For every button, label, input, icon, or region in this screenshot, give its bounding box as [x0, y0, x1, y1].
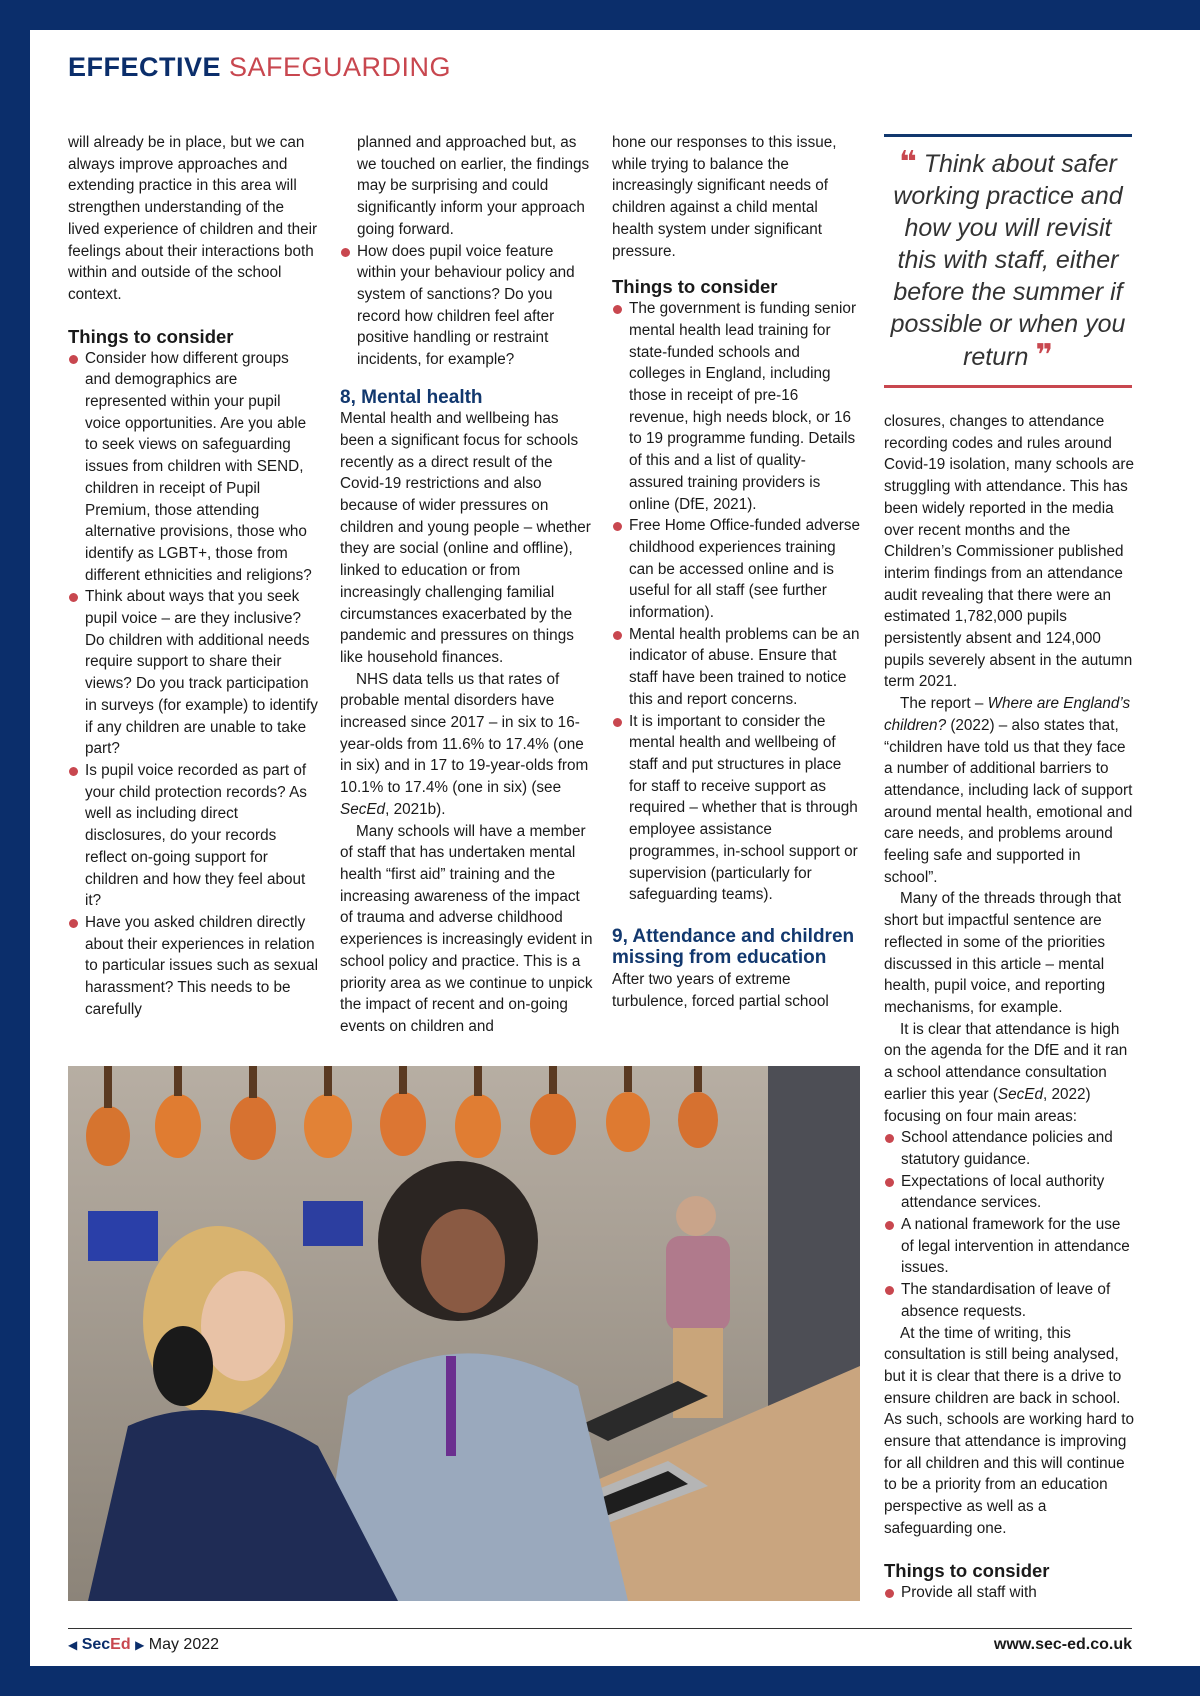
- attendance-heading: 9, Attendance and children missing from education: [612, 925, 855, 969]
- classroom-photo: [68, 1066, 860, 1601]
- brand-ed: Ed: [110, 1636, 131, 1653]
- monitor: [88, 1211, 158, 1261]
- classroom-illustration: [68, 1066, 860, 1601]
- student-background: [676, 1196, 716, 1236]
- col3-bullet-list: [612, 298, 860, 906]
- close-quote-icon: ❞: [1035, 339, 1053, 372]
- col4-para-5: At the time of writing, this consultation is still being analysed, but it is clear that there is a drive to ensure children are back in school. As such, schools are working hard to ensure that attendance is improving for all children and this will continue to be a priority from an education perspective as well as a safeguarding one.: [884, 1324, 1134, 1537]
- col3-para-1: After two years of extreme turbulence, forced partial school: [612, 970, 829, 1010]
- monitor: [303, 1201, 363, 1246]
- col1-bullet-2: Think about ways that you seek pupil voice – are they inclusive? Do children with additional needs require support to share their views? Do you track participation in surveys (for example) to identify if any children are unable to take part?: [68, 586, 318, 760]
- col4-para-1: closures, changes to attendance recording codes and rules around Covid-19 isolation, many schools are struggling with attendance. This has been widely reported in the media over recent months and the Children’s Commissioner published interim findings from an attendance audit revealing that there were an estimated 1,782,000 pupils persistently absent and 124,000 pupils severely absent in the autumn term 2021.: [884, 413, 1134, 691]
- footer-rule: [68, 1628, 1132, 1629]
- footer-brand: [68, 1636, 219, 1654]
- col3-bullet-1: The government is funding senior mental health lead training for state-funded schools and colleges in England, including those in receipt of pre-16 revenue, high needs block, or 16 to 19 programme funding. Details of this and a list of quality-assured training providers is online (DfE, 2021).: [612, 298, 860, 515]
- col4-bullet-2: Expectations of local authority attendance services.: [884, 1171, 1134, 1214]
- col3-continuation: hone our responses to this issue, while trying to balance the increasingly significant needs of children against a child mental health system under significant pressure.: [612, 134, 837, 260]
- mental-health-heading: 8, Mental health: [340, 386, 483, 408]
- brand-sec: Sec: [81, 1636, 111, 1653]
- magazine-page: [30, 30, 1200, 1666]
- col1-bullet-1: Consider how different groups and demographics are represented within your pupil voice opportunities. Are you able to seek views on safeguarding issues from children with SEND, children in receipt of Pupil Premium, those attending alternative provisions, those who identify as LGBT+, those from different ethnicities and religions?: [68, 348, 318, 587]
- next-page-icon[interactable]: ▶: [135, 1638, 145, 1652]
- col2-continuation: planned and approached but, as we touched on earlier, the findings may be surprising and could significantly inform your approach going forward.: [357, 134, 590, 238]
- col4-heading: Things to consider: [884, 1559, 1050, 1581]
- issue-date: May 2022: [148, 1636, 220, 1653]
- header-safeguarding: SAFEGUARDING: [229, 52, 452, 82]
- column-3: [612, 132, 860, 1012]
- website-url[interactable]: www.sec-ed.co.uk: [993, 1636, 1132, 1653]
- col2-bullet-list: [340, 241, 593, 371]
- section-header: [68, 52, 451, 83]
- col4-bullet-list-2: [884, 1582, 1134, 1604]
- col4-bullet-3: A national framework for the use of legal intervention in attendance issues.: [884, 1214, 1134, 1279]
- open-quote-icon: ❝: [899, 146, 917, 179]
- prev-page-icon[interactable]: ◀: [68, 1638, 78, 1652]
- col2-para-1: Mental health and wellbeing has been a significant focus for schools recently as a direct result of the Covid-19 restrictions and also because of wider pressures on children and young people – whether they are social (online and offline), linked to education or from increasingly challenging familial circumstances exacerbated by the pandemic and pressures on things like household finances.: [340, 410, 591, 666]
- col3-bullet-4: It is important to consider the mental health and wellbeing of staff and put structures in place for staff to receive support as required – whether that is through employee assistance programmes, in-school support or supervision (particularly for safeguarding teams).: [612, 711, 860, 906]
- column-4: [884, 411, 1134, 1603]
- col1-bullet-4: Have you asked children directly about their experiences in relation to particular issues such as sexual harassment? This needs to be carefully: [68, 912, 318, 1021]
- col1-heading: Things to consider: [68, 325, 234, 347]
- col4-bullet-5: Provide all staff with: [884, 1582, 1134, 1604]
- col1-bullet-list: [68, 348, 318, 1021]
- col4-para-3: Many of the threads through that short but impactful sentence are reflected in some of the priorities discussed in this article – mental health, pupil voice, and reporting mechanisms, for example.: [884, 890, 1122, 1016]
- pull-quote-text: ❝ Think about safer working practice and how you will revisit this with staff, either before the summer if possible or when you return ❞: [890, 146, 1126, 372]
- col4-para-2: The report – Where are England’s children? (2022) – also states that, “children have told us that they face a number of additional barriers to attendance, including lack of support around mental health, emotional and care needs, and problems around feeling safe and supported in school”.: [884, 695, 1133, 886]
- col2-para-3: Many schools will have a member of staff that has undertaken mental health “first aid” training and the increasing awareness of the impact of trauma and adverse childhood experiences is increasingly evident in school policy and practice. This is a priority area as we continue to unpick the impact of recent and on-going events on children and: [340, 822, 593, 1035]
- col3-bullet-3: Mental health problems can be an indicator of abuse. Ensure that staff have been trained to notice this and report concerns.: [612, 624, 860, 711]
- col4-bullet-list: [884, 1127, 1134, 1322]
- col2-para-2: NHS data tells us that rates of probable mental disorders have increased since 2017 – in six to 16-year-olds from 11.6% to 17.4% (one in six) and in 17 to 19-year-olds from 10.1% to 17.4% (one in six) (see SecEd, 2021b).: [340, 670, 589, 818]
- col1-intro: will already be in place, but we can always improve approaches and extending practice in this area will strengthen understanding of the lived experience of children and their feelings about their interactions both within and outside of the school context.: [68, 134, 318, 303]
- header-effective: EFFECTIVE: [68, 52, 222, 82]
- col3-bullet-2: Free Home Office-funded adverse childhood experiences training can be accessed online and is useful for all staff (see further information).: [612, 515, 860, 624]
- col1-bullet-3: Is pupil voice recorded as part of your child protection records? As well as including direct disclosures, do your records reflect on-going support for children and how they feel about it?: [68, 760, 318, 912]
- pull-quote: [884, 134, 1132, 388]
- col4-bullet-1: School attendance policies and statutory guidance.: [884, 1127, 1134, 1170]
- column-1: [68, 132, 318, 1020]
- col4-bullet-4: The standardisation of leave of absence requests.: [884, 1279, 1134, 1322]
- column-2: [340, 132, 593, 1038]
- col4-para-4: It is clear that attendance is high on the agenda for the DfE and it ran a school attendance consultation earlier this year (SecEd, 2022) focusing on four main areas:: [884, 1020, 1128, 1125]
- col3-heading: Things to consider: [612, 276, 778, 298]
- col2-bullet-1: How does pupil voice feature within your behaviour policy and system of sanctions? Do you record how children feel after positive handling or restraint incidents, for example?: [340, 241, 593, 371]
